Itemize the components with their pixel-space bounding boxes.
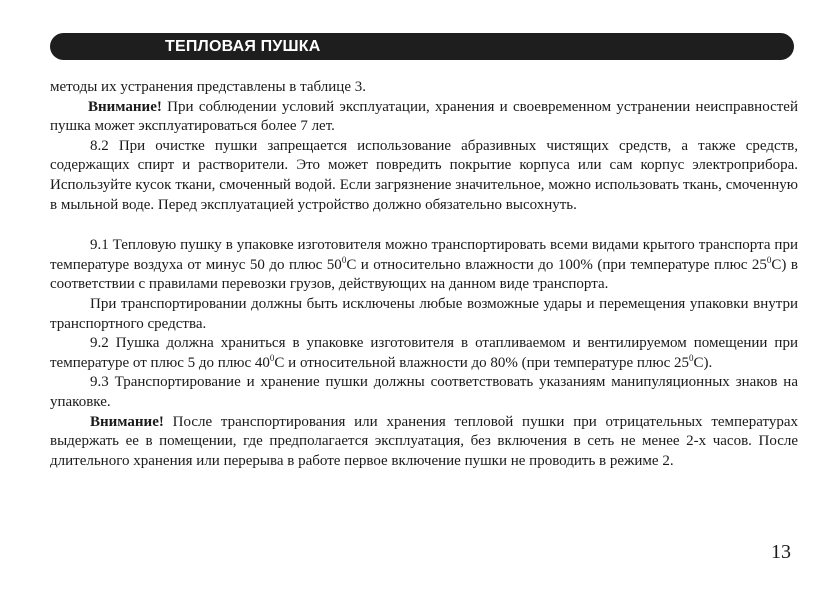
warning-label: Внимание! <box>90 413 164 430</box>
section-gap <box>50 215 798 236</box>
paragraph-cleaning: 8.2 При очистке пушки запрещается использование абразивных чистящих средств, а также средств, содержащих спирт и растворители. Это может повредить покрытие корпуса или сам корпус электроприбора. Используйте кусок ткани, смоченный водой. Если загрязнение значительное, можно использовать ткань, смоченную в мыльной воде. Перед эксплуатацией устройство должно обязательно высохнуть. <box>50 137 798 213</box>
warning-label: Внимание! <box>88 98 162 115</box>
paragraph-transport: 9.1 Тепловую пушку в упаковке изготовителя можно транспортировать всеми видами крытого транспорта при температуре воздуха от минус 50 до плюс $50^0С$ и относительно влажности до 100% (при температуре плюс $25^0С$) в соответствии с правилами перевозки грузов, действующих на данном виде транспорта. <box>50 237 798 293</box>
paragraph-transport-impacts: При транспортировании должны быть исключены любые возможные удары и перемещения упаковки внутри транспортного средства. <box>50 295 798 332</box>
degree-superscript: 0 <box>341 254 347 265</box>
degree-superscript: 0 <box>766 254 772 265</box>
page-header-title: ТЕПЛОВАЯ ПУШКА <box>165 38 321 55</box>
document-body <box>50 78 798 471</box>
degree-superscript: 0 <box>269 352 275 363</box>
page-number: 13 <box>771 541 791 563</box>
header-bar <box>50 33 794 60</box>
paragraph-marking: 9.3 Транспортирование и хранение пушки должны соответствовать указаниям манипуляционных знаков на упаковке. <box>50 374 798 410</box>
paragraph-warning-cold: Внимание! После транспортирования или хранения тепловой пушки при отрицательных температурах выдержать ее в помещении, где предполагается эксплуатация, без включения в сеть не менее 2-х часов. После длительного хранения или перерыва в работе первое включение пушки не проводить в режиме 2. <box>50 413 798 469</box>
paragraph-warning-lifetime: Внимание! При соблюдении условий эксплуатации, хранения и своевременном устранении неисправностей пушка может эксплуатироваться более 7 лет. <box>50 98 798 135</box>
paragraph-methods: методы их устранения представлены в таблице 3. <box>50 79 366 95</box>
paragraph-storage: 9.2 Пушка должна храниться в упаковке изготовителя в отапливаемом и вентилируемом помещении при температуре от плюс 5 до плюс $40^0С$ и относительной влажности до 80% (при температуре плюс $25^0С$). <box>50 335 798 371</box>
degree-superscript: 0 <box>689 352 694 363</box>
